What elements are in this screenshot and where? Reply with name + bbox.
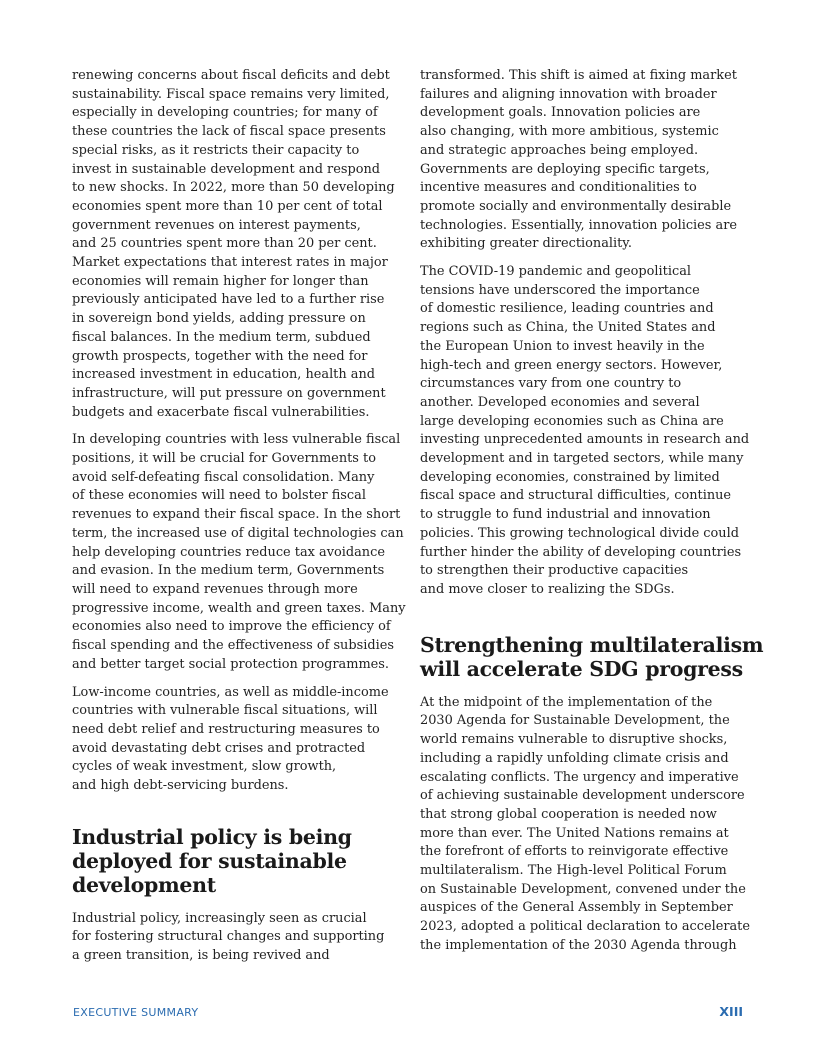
text-line: of achieving sustainable development underscore <box>420 788 745 804</box>
text-line: multilateralism. The High-level Political Forum <box>420 863 727 879</box>
left-column <box>72 67 406 975</box>
text-line: incentive measures and conditionalities to <box>420 180 697 196</box>
text-line: tensions have underscored the importance <box>420 282 700 298</box>
paragraph <box>72 67 396 422</box>
text-line: need debt relief and restructuring measures to <box>72 721 380 737</box>
text-line: avoid self-defeating fiscal consolidation. Many <box>72 469 375 485</box>
text-line: will accelerate SDG progress <box>420 656 743 681</box>
text-line: sustainability. Fiscal space remains very limited, <box>72 86 390 102</box>
text-line: The COVID-19 pandemic and geopolitical <box>420 264 692 280</box>
text-line: to struggle to fund industrial and innovation <box>420 507 711 523</box>
text-line: developing economies, constrained by limited <box>420 469 720 485</box>
text-line: and better target social protection programmes. <box>72 656 390 672</box>
text-line: infrastructure, will put pressure on government <box>72 385 386 401</box>
text-line: the European Union to invest heavily in the <box>420 338 705 354</box>
text-line: revenues to expand their fiscal space. In the short <box>72 507 401 523</box>
section-heading-industrial-policy <box>72 825 396 897</box>
paragraph <box>420 67 744 254</box>
text-line: previously anticipated have led to a further rise <box>72 292 385 308</box>
text-line: economies also need to improve the efficiency of <box>72 619 391 635</box>
text-line: countries with vulnerable fiscal situations, will <box>72 703 378 719</box>
text-line: Low-income countries, as well as middle-income <box>72 684 389 700</box>
right-column <box>420 67 764 965</box>
text-line: Industrial policy, increasingly seen as crucial <box>72 910 367 926</box>
text-line: budgets and exacerbate fiscal vulnerabilities. <box>72 404 370 420</box>
text-line: will need to expand revenues through more <box>72 581 358 597</box>
text-line: failures and aligning innovation with broader <box>420 86 717 102</box>
text-line: At the midpoint of the implementation of the <box>420 694 713 710</box>
text-line: exhibiting greater directionality. <box>420 236 632 252</box>
text-line: the forefront of efforts to reinvigorate effective <box>420 844 729 860</box>
paragraph <box>420 263 750 600</box>
text-line: technologies. Essentially, innovation policies are <box>420 217 737 233</box>
text-line: to strengthen their productive capacities <box>420 563 689 579</box>
text-line: large developing economies such as China are <box>420 413 724 429</box>
text-line: cycles of weak investment, slow growth, <box>72 759 337 775</box>
text-line: transformed. This shift is aimed at fixing market <box>420 68 737 83</box>
text-line: these countries the lack of fiscal space presents <box>72 124 386 140</box>
text-line: especially in developing countries; for many of <box>72 105 378 121</box>
text-line: 2023, adopted a political declaration to accelerate <box>420 919 750 935</box>
text-line: investing unprecedented amounts in research and <box>420 432 750 448</box>
text-line: increased investment in education, health and <box>72 367 376 383</box>
text-line: auspices of the General Assembly in September <box>420 900 733 916</box>
text-line: avoid devastating debt crises and protracted <box>72 740 366 756</box>
text-line: deployed for sustainable <box>72 848 347 873</box>
section-heading-multilateralism <box>420 632 764 681</box>
text-line: Strengthening multilateralism <box>420 632 764 657</box>
text-line: fiscal space and structural difficulties, continue <box>420 488 732 504</box>
text-line: in sovereign bond yields, adding pressure on <box>72 311 366 327</box>
paragraph <box>420 694 750 956</box>
text-line: help developing countries reduce tax avoidance <box>72 544 385 560</box>
text-line: on Sustainable Development, convened under the <box>420 881 746 897</box>
text-line: renewing concerns about fiscal deficits and debt <box>72 68 390 83</box>
paragraph <box>72 431 406 674</box>
text-line: progressive income, wealth and green taxes. Many <box>72 600 406 616</box>
text-line: fiscal spending and the effectiveness of subsidies <box>72 638 394 654</box>
text-line: regions such as China, the United States and <box>420 320 716 336</box>
text-line: 2030 Agenda for Sustainable Development, the <box>420 713 730 729</box>
text-line: another. Developed economies and several <box>420 394 700 410</box>
footer-section-label: EXECUTIVE SUMMARY <box>73 1006 199 1019</box>
text-line: escalating conflicts. The urgency and imperative <box>420 769 739 785</box>
text-line: Market expectations that interest rates in major <box>72 255 388 271</box>
text-line: circumstances vary from one country to <box>420 376 682 392</box>
text-line: and strategic approaches being employed. <box>420 142 699 158</box>
text-line: development and in targeted sectors, while many <box>420 451 744 467</box>
paragraph <box>72 684 396 796</box>
text-line: policies. This growing technological divide could <box>420 525 739 541</box>
text-line: and high debt-servicing burdens. <box>72 778 289 794</box>
text-line: more than ever. The United Nations remains at <box>420 825 729 841</box>
text-line: economies will remain higher for longer than <box>72 273 369 289</box>
text-line: that strong global cooperation is needed now <box>420 806 717 822</box>
text-line: and move closer to realizing the SDGs. <box>420 581 675 597</box>
text-line: promote socially and environmentally desirable <box>420 198 732 214</box>
text-line: and 25 countries spent more than 20 per cent. <box>72 236 377 252</box>
text-line: high-tech and green energy sectors. However, <box>420 357 723 373</box>
text-line: fiscal balances. In the medium term, subdued <box>72 329 371 345</box>
text-line: term, the increased use of digital technologies can <box>72 525 404 541</box>
text-line: a green transition, is being revived and <box>72 948 330 964</box>
text-line: of these economies will need to bolster fiscal <box>72 488 366 504</box>
text-line: Governments are deploying specific targets, <box>420 161 710 177</box>
text-line: of domestic resilience, leading countries and <box>420 301 714 317</box>
paragraph <box>72 910 396 966</box>
text-line: government revenues on interest payments, <box>72 217 361 233</box>
text-line: invest in sustainable development and respond <box>72 161 381 177</box>
text-line: positions, it will be crucial for Governments to <box>72 451 376 467</box>
text-line: for fostering structural changes and supporting <box>72 929 385 945</box>
text-line: economies spent more than 10 per cent of total <box>72 198 383 214</box>
text-line: special risks, as it restricts their capacity to <box>72 142 360 158</box>
page-number: XIII <box>719 1004 743 1019</box>
text-line: world remains vulnerable to disruptive shocks, <box>420 732 728 748</box>
text-line: also changing, with more ambitious, systemic <box>420 124 719 140</box>
text-line: In developing countries with less vulnerable fiscal <box>72 432 401 448</box>
text-line: Industrial policy is being <box>72 824 352 849</box>
text-line: and evasion. In the medium term, Governments <box>72 563 385 579</box>
text-line: further hinder the ability of developing countries <box>420 544 742 560</box>
text-line: the implementation of the 2030 Agenda through <box>420 937 737 953</box>
text-line: development goals. Innovation policies are <box>420 105 701 121</box>
text-line: to new shocks. In 2022, more than 50 developing <box>72 180 395 196</box>
text-line: growth prospects, together with the need for <box>72 348 368 364</box>
text-line: including a rapidly unfolding climate crisis and <box>420 750 729 766</box>
text-line: development <box>72 872 216 897</box>
